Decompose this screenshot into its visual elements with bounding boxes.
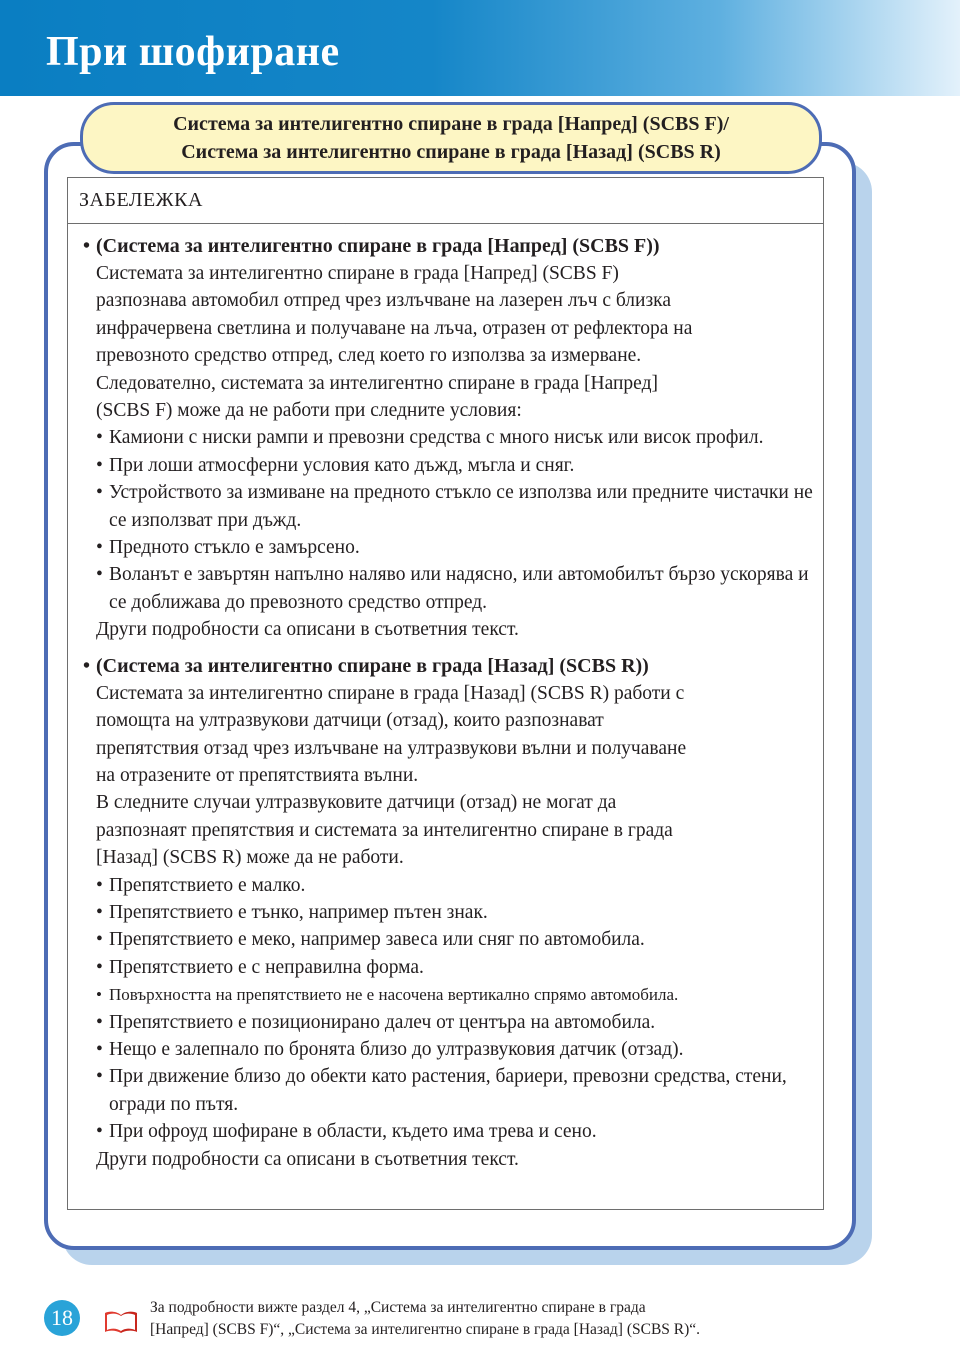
paragraph-line: препятствия отзад чрез излъчване на ултразвукови вълни и получаване — [96, 737, 687, 759]
footer-line-2: [Напред] (SCBS F)“, „Система за интелигентно спиране в града [Назад] (SCBS R)“. — [150, 1321, 701, 1338]
list-item: • Воланът е завъртян напълно наляво или надясно, или автомобилът бързо ускорява и се доближава до превозното средство отпред. — [96, 564, 809, 613]
list-item: • При лоши атмосферни условия като дъжд, мъгла и сняг. — [96, 454, 575, 476]
paragraph-line: Системата за интелигентно спиране в града [Напред] (SCBS F) — [96, 263, 619, 284]
section-title: • (Система за интелигентно спиране в града [Напред] (SCBS F)) — [96, 232, 817, 260]
list-item: • Препятствието е меко, например завеса или сняг по автомобила. — [96, 929, 645, 951]
paragraph-line: разпознаят препятствия и системата за интелигентно спиране в града — [96, 819, 673, 841]
list-item: • При движение близо до обекти като растения, бариери, превозни средства, стени, огради по пътя. — [96, 1066, 787, 1115]
note-section-reverse — [68, 652, 823, 1173]
paragraph-line: превозното средство отпред, след което го използва за измерване. — [96, 345, 642, 367]
paragraph-line: В следните случаи ултразвуковите датчици (отзад) не могат да — [96, 792, 617, 814]
list-item: • Препятствието е позиционирано далеч от центъра на автомобила. — [96, 1011, 656, 1033]
list-item: • Нещо е залепнало по бронята близо до ултразвуковия датчик (отзад). — [96, 1038, 684, 1060]
header-bar — [0, 0, 960, 96]
list-item: • Препятствието е тънко, например пътен знак. — [96, 901, 488, 923]
note-heading: ЗАБЕЛЕЖКА — [68, 178, 823, 224]
list-item: • Предното стъкло е замърсено. — [96, 537, 360, 559]
section-banner — [80, 102, 822, 174]
paragraph-line: [Назад] (SCBS R) може да не работи. — [96, 847, 404, 869]
paragraph-line: (SCBS F) може да не работи при следните условия: — [96, 400, 522, 422]
paragraph-line: на отразените от препятствията вълни. — [96, 764, 419, 786]
footer-reference — [150, 1297, 700, 1341]
list-item: • Камиони с ниски рампи и превозни средства с много нисък или висок профил. — [96, 427, 764, 449]
paragraph-line: разпознава автомобил отпред чрез излъчване на лазерен лъч с близка — [96, 290, 671, 312]
list-item: • Препятствието е с неправилна форма. — [96, 956, 424, 978]
note-box — [67, 177, 824, 1210]
bullet-dot: • — [83, 654, 91, 677]
banner-line-1: Система за интелигентно спиране в града [Напред] (SCBS F)/ — [173, 113, 729, 135]
bullet-dot: • — [83, 235, 91, 257]
book-icon — [104, 1310, 138, 1334]
closing-line: Други подробности са описани в съответния текст. — [96, 619, 519, 641]
banner-line-2: Система за интелигентно спиране в града [Назад] (SCBS R) — [181, 141, 721, 163]
footer-line-1: За подробности вижте раздел 4, „Система за интелигентно спиране в града — [150, 1299, 646, 1316]
list-item: • Повърхността на препятствието не е насочена вертикално спрямо автомобила. — [96, 985, 679, 1005]
list-item: • При офроуд шофиране в области, където има трева и сено. — [96, 1121, 597, 1143]
paragraph-line: Системата за интелигентно спиране в града [Назад] (SCBS R) работи с — [96, 682, 685, 704]
list-item: • Препятствието е малко. — [96, 874, 306, 896]
note-section-forward — [68, 232, 823, 644]
paragraph-line: Следователно, системата за интелигентно спиране в града [Напред] — [96, 372, 658, 394]
paragraph-line: помощта на ултразвукови датчици (отзад), които разпознават — [96, 710, 604, 732]
list-item: • Устройството за измиване на предното стъкло се използва или предните чистачки не се използват при дъжд. — [96, 482, 813, 531]
page-title: При шофиране — [46, 29, 340, 75]
page-number-badge: 18 — [44, 1300, 80, 1336]
section-title: • (Система за интелигентно спиране в града [Назад] (SCBS R)) — [96, 652, 817, 680]
paragraph-line: инфрачервена светлина и получаване на лъча, отразен от рефлектора на — [96, 317, 693, 339]
closing-line: Други подробности са описани в съответния текст. — [96, 1148, 519, 1170]
